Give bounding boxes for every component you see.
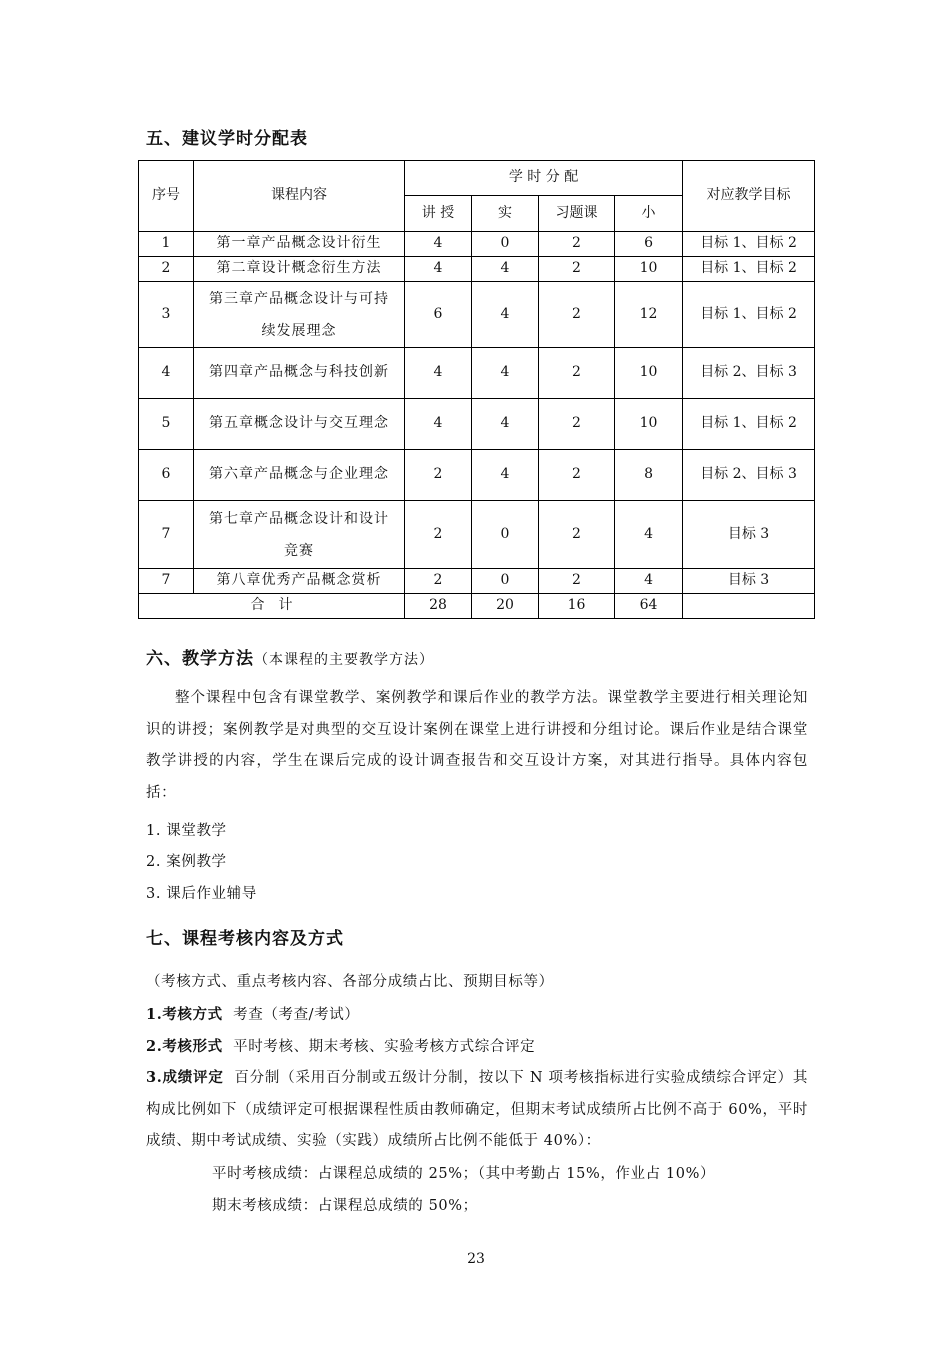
cell-goal: 目标 1、目标 2 [683, 282, 815, 348]
cell-lecture: 4 [405, 232, 472, 257]
assessment-method-value: 考查（考查/考试） [233, 1007, 360, 1023]
cell-practice: 4 [472, 450, 539, 501]
assessment-form-label: 2.考核形式 [146, 1038, 223, 1055]
table-total-row [139, 594, 815, 619]
table-row [139, 282, 815, 348]
cell-content: 第六章产品概念与企业理念 [194, 450, 405, 501]
final-score-line: 期末考核成绩：占课程总成绩的 50%； [212, 1198, 478, 1214]
cell-no: 1 [139, 232, 194, 257]
table-row [139, 399, 815, 450]
cell-practice: 0 [472, 232, 539, 257]
assessment-method-label: 1.考核方式 [146, 1006, 223, 1023]
total-practice: 20 [472, 594, 539, 619]
cell-lecture: 4 [405, 399, 472, 450]
header-goal: 对应教学目标 [683, 161, 815, 232]
cell-practice: 4 [472, 399, 539, 450]
cell-lecture: 4 [405, 257, 472, 282]
table-row [139, 232, 815, 257]
total-lecture: 28 [405, 594, 472, 619]
cell-exercise: 2 [539, 450, 615, 501]
total-label: 合 计 [139, 594, 405, 619]
assessment-form-value: 平时考核、期末考核、实验考核方式综合评定 [233, 1039, 536, 1055]
cell-goal: 目标 3 [683, 569, 815, 594]
table-row [139, 501, 815, 569]
cell-goal: 目标 2、目标 3 [683, 348, 815, 399]
method-item-1: 1. 课堂教学 [146, 823, 227, 839]
cell-no: 6 [139, 450, 194, 501]
cell-lecture: 2 [405, 501, 472, 569]
header-content: 课程内容 [194, 161, 405, 232]
table-row [139, 257, 815, 282]
cell-content: 第五章概念设计与交互理念 [194, 399, 405, 450]
cell-no: 5 [139, 399, 194, 450]
cell-subtotal: 4 [615, 501, 683, 569]
header-subtotal: 小 [615, 196, 683, 232]
cell-exercise: 2 [539, 257, 615, 282]
cell-content: 第八章优秀产品概念赏析 [194, 569, 405, 594]
cell-subtotal: 12 [615, 282, 683, 348]
section-6-subtitle: （本课程的主要教学方法） [254, 652, 434, 668]
cell-lecture: 6 [405, 282, 472, 348]
cell-content: 第三章产品概念设计与可持续发展理念 [194, 282, 405, 348]
grade-rule-label: 3.成绩评定 [146, 1069, 224, 1086]
cell-exercise: 2 [539, 232, 615, 257]
cell-exercise: 2 [539, 569, 615, 594]
cell-subtotal: 4 [615, 569, 683, 594]
header-hours-group: 学 时 分 配 [405, 161, 683, 196]
cell-practice: 4 [472, 348, 539, 399]
cell-practice: 4 [472, 257, 539, 282]
cell-subtotal: 8 [615, 450, 683, 501]
table-row [139, 348, 815, 399]
method-item-3: 3. 课后作业辅导 [146, 886, 257, 902]
cell-goal: 目标 2、目标 3 [683, 450, 815, 501]
cell-practice: 4 [472, 282, 539, 348]
grade-rule-value: 百分制（采用百分制或五级计分制，按以下 N 项考核指标进行实验成绩综合评定）其构成比例如下（成绩评定可根据课程性质由教师确定，但期末考试成绩所占比例不高于 60%，平时成绩、期中考试成绩、实验（实践）成绩所占比例不能低于 40%）： [146, 1070, 808, 1149]
header-lecture: 讲 授 [405, 196, 472, 232]
section-5-title: 五、建议学时分配表 [146, 129, 308, 149]
grade-rule-paragraph [146, 1062, 808, 1158]
cell-subtotal: 10 [615, 348, 683, 399]
cell-lecture: 2 [405, 569, 472, 594]
section-7-title: 七、课程考核内容及方式 [146, 929, 344, 949]
page-number: 23 [467, 1251, 485, 1267]
cell-no: 7 [139, 569, 194, 594]
cell-goal: 目标 1、目标 2 [683, 399, 815, 450]
cell-content: 第四章产品概念与科技创新 [194, 348, 405, 399]
cell-exercise: 2 [539, 399, 615, 450]
usual-score-line: 平时考核成绩：占课程总成绩的 25%；（其中考勤占 15%，作业占 10%） [212, 1166, 716, 1182]
teaching-method-paragraph: 整个课程中包含有课堂教学、案例教学和课后作业的教学方法。课堂教学主要进行相关理论知识的讲授；案例教学是对典型的交互设计案例在课堂上进行讲授和分组讨论。课后作业是结合课堂教学讲授的内容，学生在课后完成的设计调查报告和交互设计方案，对其进行指导。具体内容包括： [146, 690, 808, 801]
cell-subtotal: 10 [615, 257, 683, 282]
total-goal [683, 594, 815, 619]
cell-no: 3 [139, 282, 194, 348]
cell-goal: 目标 3 [683, 501, 815, 569]
total-subtotal: 64 [615, 594, 683, 619]
assessment-method [146, 1003, 359, 1024]
cell-goal: 目标 1、目标 2 [683, 257, 815, 282]
cell-content: 第七章产品概念设计和设计竞赛 [194, 501, 405, 569]
section-6-title [146, 644, 434, 669]
cell-practice: 0 [472, 569, 539, 594]
section-6-heading: 六、教学方法 [146, 649, 254, 669]
assessment-note: （考核方式、重点考核内容、各部分成绩占比、预期目标等） [146, 974, 554, 990]
cell-subtotal: 6 [615, 232, 683, 257]
cell-lecture: 4 [405, 348, 472, 399]
assessment-form [146, 1035, 535, 1056]
cell-practice: 0 [472, 501, 539, 569]
hours-allocation-table [138, 160, 815, 619]
header-exercise: 习题课 [539, 196, 615, 232]
cell-subtotal: 10 [615, 399, 683, 450]
cell-no: 7 [139, 501, 194, 569]
header-no: 序号 [139, 161, 194, 232]
cell-content: 第一章产品概念设计衍生 [194, 232, 405, 257]
total-exercise: 16 [539, 594, 615, 619]
cell-lecture: 2 [405, 450, 472, 501]
table-row [139, 569, 815, 594]
cell-exercise: 2 [539, 348, 615, 399]
cell-no: 4 [139, 348, 194, 399]
table-row [139, 450, 815, 501]
cell-goal: 目标 1、目标 2 [683, 232, 815, 257]
header-practice: 实 [472, 196, 539, 232]
cell-content: 第二章设计概念衍生方法 [194, 257, 405, 282]
cell-exercise: 2 [539, 501, 615, 569]
cell-no: 2 [139, 257, 194, 282]
method-item-2: 2. 案例教学 [146, 854, 227, 870]
cell-exercise: 2 [539, 282, 615, 348]
